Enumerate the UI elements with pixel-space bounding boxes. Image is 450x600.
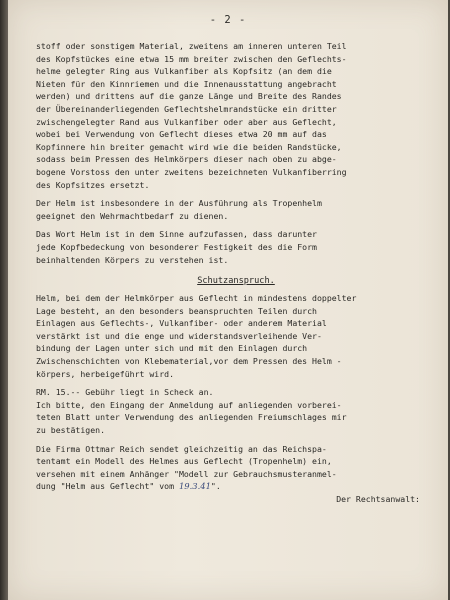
text-line: bogene Vorstoss den unter zweitens bezeichneten Vulkanfiberring bbox=[36, 166, 347, 177]
section-heading bbox=[36, 274, 436, 288]
paragraph-model bbox=[36, 443, 436, 493]
page-edge-shadow bbox=[0, 0, 8, 600]
document-page bbox=[8, 0, 448, 600]
paragraph-description bbox=[36, 40, 436, 191]
text-line: sodass beim Pressen des Helmkörpers dieser nach oben zu abge- bbox=[36, 154, 337, 165]
paragraph-definition bbox=[36, 228, 436, 266]
page-number: - 2 - bbox=[209, 14, 247, 26]
text-line: beinhaltenden Körpers zu verstehen ist. bbox=[36, 254, 229, 265]
text-line: verstärkt ist und die enge und widerstandsverleihende Ver- bbox=[36, 330, 322, 341]
date-suffix: ". bbox=[210, 481, 221, 492]
text-line: Kopfinnere hin breiter gemacht wird wie die beiden Randstücke, bbox=[36, 141, 342, 152]
text-line: des Kopfsitzes ersetzt. bbox=[36, 179, 150, 190]
text-line: jede Kopfbedeckung von besonderer Festigkeit des die Form bbox=[36, 241, 317, 252]
paragraph-fee bbox=[36, 386, 436, 436]
text-line: Helm, bei dem der Helmkörper aus Geflecht in mindestens doppelter bbox=[36, 293, 357, 304]
signature-line: Der Rechtsanwalt: bbox=[336, 494, 420, 504]
text-line: Ich bitte, den Eingang der Anmeldung auf anliegenden vorberei- bbox=[36, 399, 342, 410]
text-line: Der Helm ist insbesondere in der Ausführung als Tropenhelm bbox=[36, 198, 322, 209]
text-line: versehen mit einem Anhänger "Modell zur Gebrauchsmusteranmel- bbox=[36, 468, 337, 479]
text-line: Lage besteht, an den besonders beanspruchten Teilen durch bbox=[36, 305, 317, 316]
text-line: helme gelegter Ring aus Vulkanfiber als Kopfsitz (an dem die bbox=[36, 66, 332, 77]
text-line: tentamt ein Modell des Helmes aus Geflecht (Tropenhelm) ein, bbox=[36, 456, 332, 467]
paragraph-tropenhelm bbox=[36, 197, 436, 222]
text-line: Zwischenschichten von Klebematerial,vor dem Pressen des Helm - bbox=[36, 356, 342, 367]
text-line: Nieten für den Kinnriemen und die Innenausstattung angebracht bbox=[36, 78, 337, 89]
text-line: zu bestätigen. bbox=[36, 425, 106, 436]
handwritten-date: 19.3.41 bbox=[178, 481, 211, 492]
text-line: teten Blatt unter Verwendung des anliegenden Freiumschlages mir bbox=[36, 412, 347, 423]
heading-text: Schutzanspruch. bbox=[197, 276, 275, 287]
text-line: werden) und drittens auf die ganze Länge und Breite des Randes bbox=[36, 91, 342, 102]
text-line: Die Firma Ottmar Reich sendet gleichzeitig an das Reichspa- bbox=[36, 443, 327, 454]
text-line-with-date bbox=[36, 480, 436, 493]
text-line: stoff oder sonstigem Material, zweitens am inneren unteren Teil bbox=[36, 41, 347, 51]
text-line: Einlagen aus Geflechts-, Vulkanfiber- oder anderem Material bbox=[36, 318, 327, 329]
document-body bbox=[36, 40, 436, 506]
claim-paragraph bbox=[36, 292, 436, 380]
paragraph-gap bbox=[36, 266, 436, 272]
text-line: geeignet den Wehrmachtbedarf zu dienen. bbox=[36, 210, 229, 221]
text-line: zwischengelegter Rand aus Vulkanfiber oder aber aus Geflecht, bbox=[36, 116, 337, 127]
text-line: wobei bei Verwendung von Geflecht dieses etwa 20 mm auf das bbox=[36, 129, 327, 140]
text-line: Das Wort Helm ist in dem Sinne aufzufassen, dass darunter bbox=[36, 229, 317, 240]
date-prefix: dung "Helm aus Geflecht" vom bbox=[36, 481, 179, 492]
text-line: des Kopfstückes eine etwa 15 mm breiter zwischen den Geflechts- bbox=[36, 53, 347, 64]
text-line: körpers, herbeigeführt wird. bbox=[36, 368, 175, 379]
text-line: der Übereinanderliegenden Geflechtshelmrandstücke ein dritter bbox=[36, 103, 337, 114]
text-line: bindung der Lagen unter sich und mit den Einlagen durch bbox=[36, 343, 308, 354]
text-line: RM. 15.-- Gebühr liegt in Scheck an. bbox=[36, 387, 214, 398]
